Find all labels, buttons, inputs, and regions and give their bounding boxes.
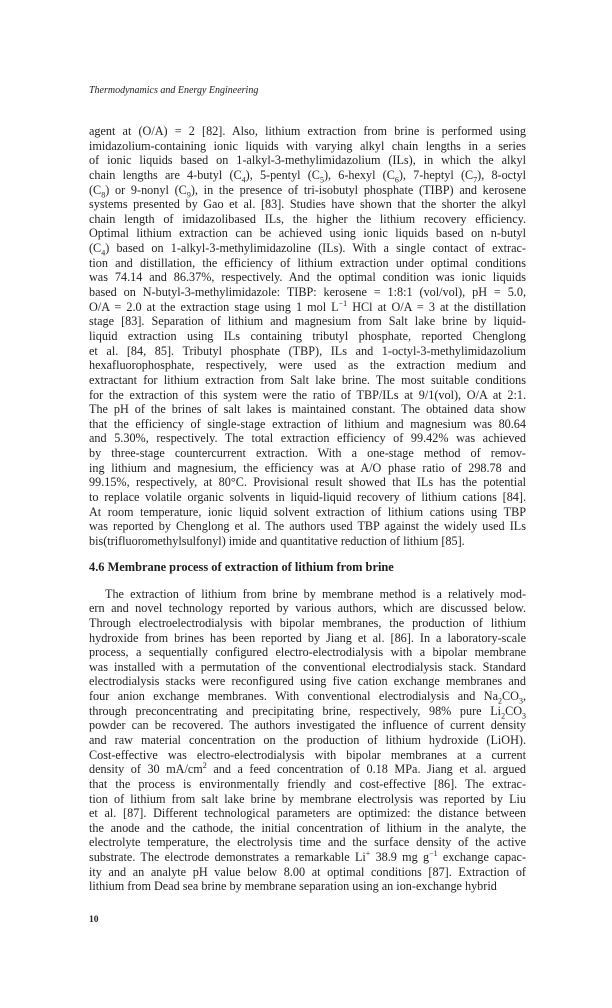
page-number: 10	[89, 915, 99, 925]
text-line: process, a sequentially configured electro-electrodialysis with a bipolar membrane	[89, 645, 526, 660]
text-line: based on N-butyl-3-methylimidazole: TIBP: kerosene = 1:8:1 (vol/vol), pH = 5.0,	[89, 285, 526, 300]
text-line: to replace volatile organic solvents in liquid-liquid recovery of lithium cations [84].	[89, 490, 526, 505]
text-line: tion of lithium from salt lake brine by membrane electrolysis was reported by Liu	[89, 791, 526, 806]
text-line: At room temperature, ionic liquid solvent extraction of lithium cations using TBP	[89, 504, 526, 519]
text-line: hydroxide from brines has been reported by Jiang et al. [86]. In a laboratory-scale	[89, 630, 526, 645]
text-line: electrodialysis stacks were reconfigured using five cation exchange membranes and	[89, 674, 526, 689]
text-line: the anode and the cathode, the initial concentration of lithium in the analyte, the	[89, 820, 526, 835]
text-line: liquid extraction using ILs containing tributyl phosphate, reported Chenglong	[89, 328, 526, 343]
text-line: chain lengths are 4-butyl $(C_4)$, 5-pentyl $(C_5)$, 6-hexyl $(C_6)$, 7-heptyl $(C_7)$, 8-octyl	[89, 167, 526, 185]
text-line: The pH of the brines of salt lakes is maintained constant. The obtained data show	[89, 402, 526, 417]
text-line: powder can be recovered. The authors investigated the influence of current density	[89, 718, 526, 733]
text-line: and raw material concentration on the production of lithium hydroxide (LiOH).	[89, 732, 526, 747]
text-line: chain length of imidazolibased ILs, the higher the lithium recovery efficiency.	[89, 211, 526, 226]
text-line: The extraction of lithium from brine by membrane method is a relatively mod-	[105, 586, 526, 601]
text-line: hexafluorophosphate, respectively, were used as the extraction medium and	[89, 358, 526, 373]
text-line: stage [83]. Separation of lithium and magnesium from Salt lake brine by liquid-	[89, 314, 526, 329]
text-line: ern and novel technology reported by various authors, which are discussed below.	[89, 601, 526, 616]
text-line: ity and an analyte pH value below 8.00 at optimal conditions [87]. Extraction of	[89, 864, 526, 879]
paragraph-membrane-process	[89, 587, 526, 894]
text-line: $(C_4)$ based on 1-alkyl-3-methylimidazoline (ILs). With a single contact of extrac-	[89, 241, 526, 258]
section-heading: 4.6 Membrane process of extraction of lithium from brine	[89, 559, 394, 574]
text-line: for the extraction of this system were the ratio of TBP/ILs at 9/1(vol), O/A at 2:1.	[89, 387, 526, 402]
text-line: lithium from Dead sea brine by membrane separation using an ion-exchange hybrid	[89, 879, 497, 894]
text-line: density of 30 $mA/cm^2$ and a feed concentration of 0.18 MPa. Jiang et al. argued	[89, 761, 526, 777]
page-body	[89, 124, 526, 894]
text-line: Cost-effective was electro-electrodialysis with bipolar membranes at a current	[89, 747, 526, 762]
text-line: by three-stage countercurrent extraction. With a one-stage method of remov-	[89, 446, 526, 461]
text-line: systems presented by Gao et al. [83]. Studies have shown that the shorter the alkyl	[89, 197, 526, 212]
text-line: O/A = 2.0 at the extraction stage using 1 mol $L^{-1}$ HCl at O/A = 3 at the distillation	[89, 298, 526, 314]
text-line: bis(trifluoromethylsulfonyl) imide and quantitative reduction of lithium [85].	[89, 533, 465, 548]
text-line: et al. [84, 85]. Tributyl phosphate (TBP), ILs and 1-octyl-3-methylimidazolium	[89, 343, 526, 358]
text-line: electrolyte temperature, the electrolysis time and the surface density of the active	[89, 835, 526, 850]
text-line: that the process is environmentally friendly and cost-effective [86]. The extrac-	[89, 776, 526, 791]
text-line: 99.15%, respectively, at 80°C. Provisional result showed that ILs has the potential	[89, 475, 526, 490]
text-line: ing lithium and magnesium, the efficiency was at A/O phase ratio of 298.78 and	[89, 460, 526, 475]
text-line: four anion exchange membranes. With conventional electrodialysis and $Na_2CO_3$,	[89, 689, 526, 706]
text-line: was 74.14 and 86.37%, respectively. And the optimal condition was ionic liquids	[89, 270, 526, 285]
text-line: tion and distillation, the efficiency of lithium extraction under optimal conditions	[89, 255, 526, 270]
text-line: extractant for lithium extraction from Salt lake brine. The most suitable conditions	[89, 372, 526, 387]
text-line: that the efficiency of single-stage extraction of lithium and magnesium was 80.64	[89, 416, 526, 431]
text-line: agent at (O/A) = 2 [82]. Also, lithium extraction from brine is performed using	[89, 124, 526, 138]
text-line: imidazolium-containing ionic liquids with varying alkyl chain lengths in a series	[89, 138, 526, 153]
text-line: was reported by Chenglong et al. The authors used TBP against the widely used ILs	[89, 519, 526, 534]
text-line: was installed with a permutation of the conventional electrodialysis stack. Standard	[89, 659, 526, 674]
text-line: $(C_8)$ or 9-nonyl $(C_9)$, in the presence of tri-isobutyl phosphate (TIBP) and kerosene	[89, 182, 526, 199]
text-line: of ionic liquids based on 1-alkyl-3-methylimidazolium (ILs), in which the alkyl	[89, 153, 526, 168]
text-line: through preconcentrating and precipitating brine, respectively, 98% pure $Li_2CO_3$	[89, 703, 526, 721]
text-line: substrate. The electrode demonstrates a remarkable Li+ 38.9 mg $g^{-1}$ exchange capac-	[89, 849, 526, 865]
text-line: Through electroelectrodialysis with bipolar membranes, the production of lithium	[89, 615, 526, 630]
running-header: Thermodynamics and Energy Engineering	[89, 85, 259, 96]
paragraph-ionic-liquids	[89, 124, 526, 549]
text-line: Optimal lithium extraction can be achieved using ionic liquids based on n-butyl	[89, 226, 526, 241]
text-line: and 5.30%, respectively. The total extraction efficiency of 99.42% was achieved	[89, 431, 526, 446]
text-line: et al. [87]. Different technological parameters are optimized: the distance between	[89, 806, 526, 821]
